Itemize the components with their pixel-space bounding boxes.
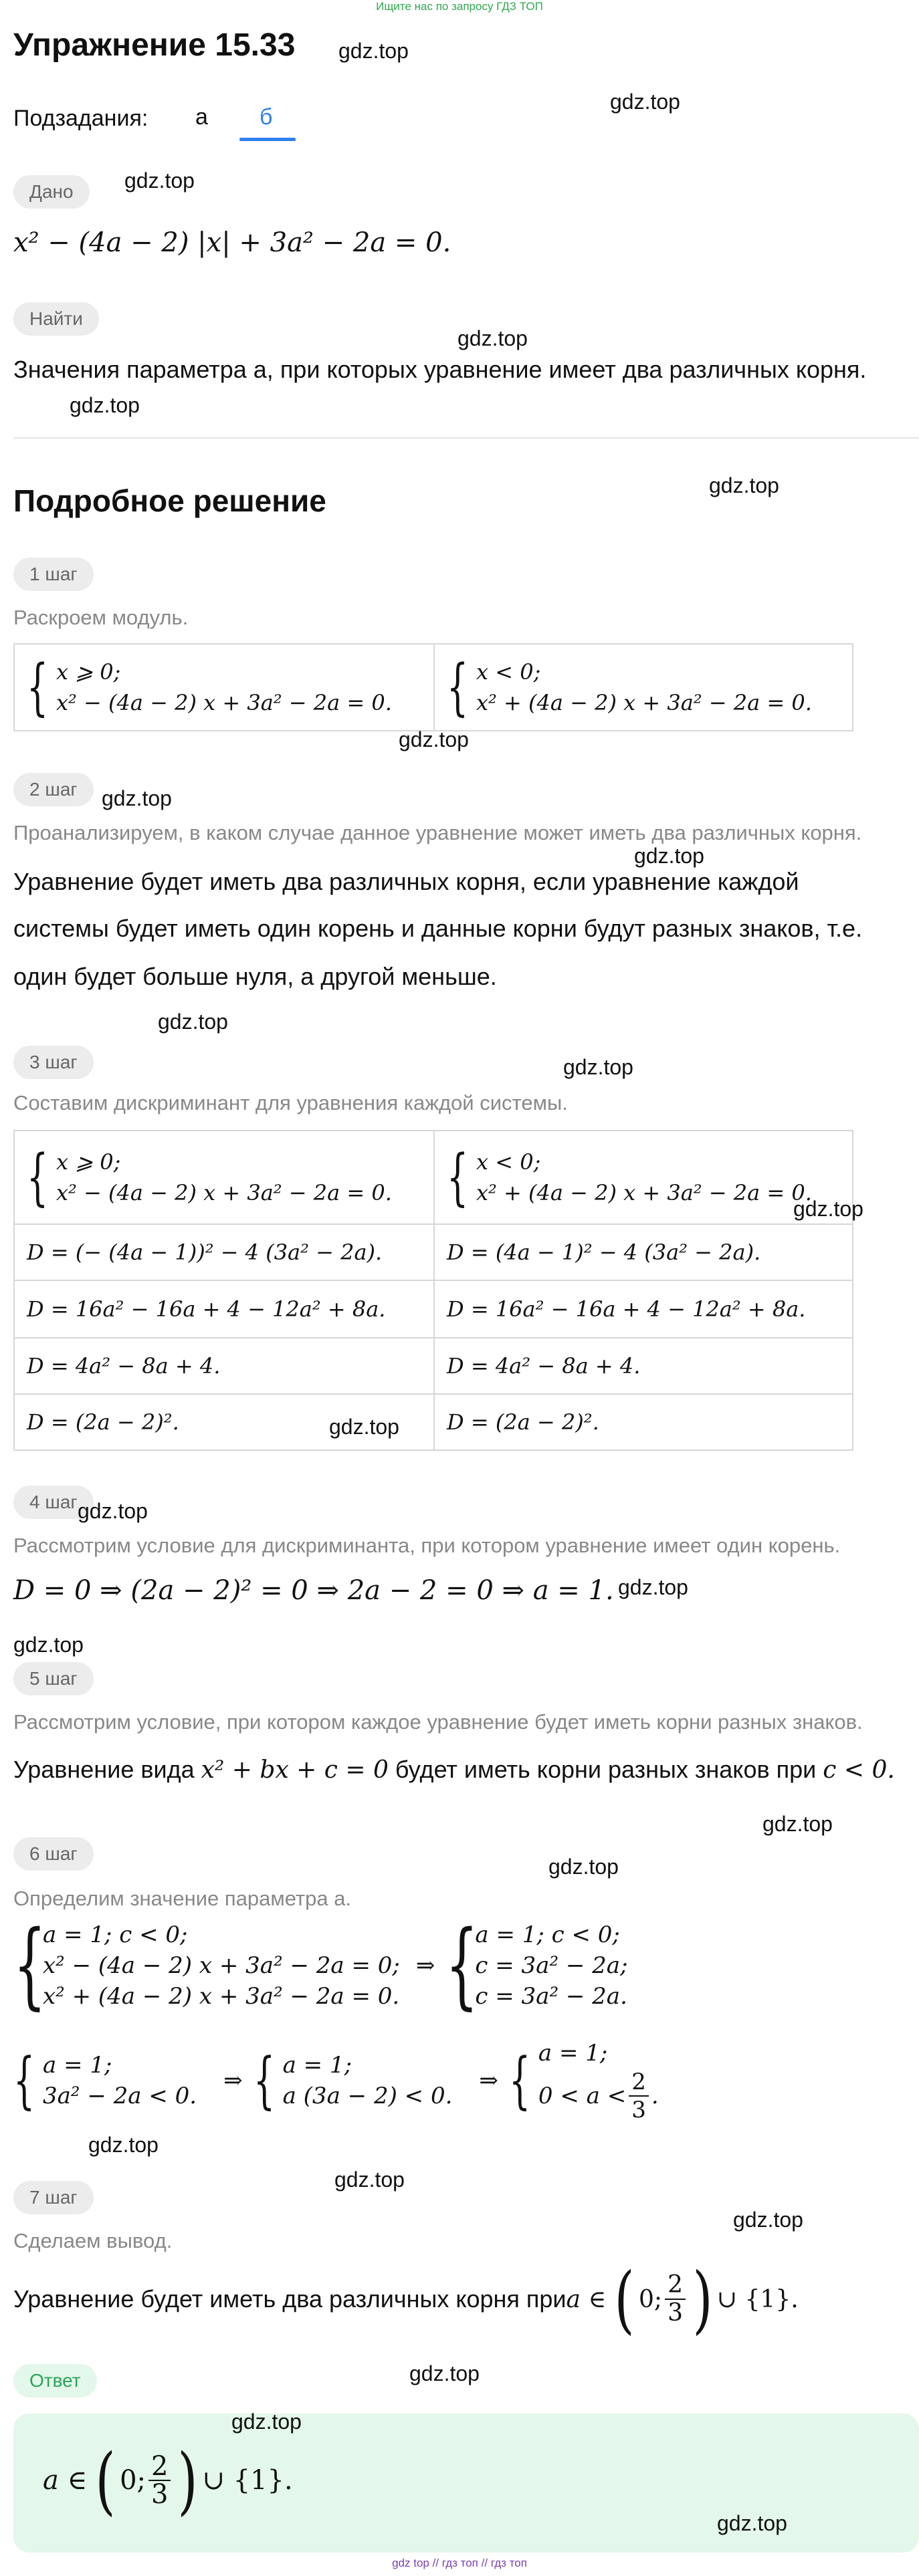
step7-caption: Сделаем вывод. (13, 2229, 173, 2252)
s6-d2: a (3a − 2) < 0. (282, 2083, 453, 2109)
s6-b1: a = 1; c < 0; (475, 1921, 620, 1948)
step5-badge: 5 шаг (13, 1662, 94, 1695)
d2-right: D = 16a² − 16a + 4 − 12a² + 8a. (434, 1280, 853, 1338)
s6-b2: c = 3a² − 2a; (475, 1952, 628, 1979)
answer-post: ∪ {1}. (202, 2465, 293, 2496)
s6-e2-pre: 0 < a < (538, 2083, 627, 2109)
watermark: gdz.top (88, 2133, 159, 2157)
fraction-numerator: 2 (629, 2069, 649, 2097)
watermark: gdz.top (102, 786, 172, 810)
watermark: gdz.top (548, 1855, 619, 1879)
d4-left: D = (2a − 2)². (14, 1394, 434, 1450)
paren-close: ) (177, 2438, 198, 2523)
s6-arrow2: ⇒ (223, 2067, 243, 2094)
s6-a1: a = 1; c < 0; (43, 1921, 188, 1948)
s6-c2: 3a² − 2a < 0. (43, 2083, 197, 2109)
divider (13, 437, 919, 439)
d-sys-right-line2: x² + (4a − 2) x + 3a² − 2a = 0. (476, 1180, 812, 1205)
fraction-numerator: 2 (148, 2453, 171, 2481)
watermark: gdz.top (563, 1055, 633, 1079)
step2-line1: Уравнение будет иметь два различных корня, если уравнение каждой (13, 868, 799, 895)
paren-close: ) (692, 2256, 713, 2342)
given-badge: Дано (13, 175, 90, 209)
watermark: gdz.top (762, 1812, 833, 1836)
d4-right: D = (2a − 2)². (434, 1394, 853, 1450)
d2-left: D = 16a² − 16a + 4 − 12a² + 8a. (14, 1280, 434, 1338)
sys-left-line1: x ⩾ 0; (56, 659, 121, 685)
watermark: gdz.top (409, 2361, 480, 2385)
step6-row2: { a = 1; 3a² − 2a < 0. ⇒ { a = 1; a (3a − 2) < 0. ⇒ { a = 1; 0 < a < $\frac{2}{3}$ . (13, 2038, 659, 2123)
watermark: gdz.top (399, 727, 469, 751)
step1-badge: 1 шаг (13, 558, 94, 591)
sys-left-line2: x² − (4a − 2) x + 3a² − 2a = 0. (56, 690, 392, 715)
answer-formula (43, 2440, 293, 2521)
watermark: gdz.top (634, 844, 704, 868)
watermark: gdz.top (78, 1499, 148, 1523)
given-equation: x² − (4a − 2) |x| + 3a² − 2a = 0. (13, 227, 451, 258)
answer-zero: 0; (120, 2465, 146, 2496)
watermark: gdz.top (733, 2208, 803, 2232)
s6-a2: x² − (4a − 2) x + 3a² − 2a = 0; (43, 1952, 400, 1979)
s6-d1: a = 1; (282, 2052, 352, 2079)
tab-a[interactable]: а (195, 104, 208, 130)
step5-caption: Рассмотрим условие, при котором каждое уравнение будет иметь корни разных знаков. (13, 1710, 863, 1734)
step4-formula: D = 0 ⇒ (2a − 2)² = 0 ⇒ 2a − 2 = 0 ⇒ a = 1. (13, 1575, 614, 1606)
watermark: gdz.top (457, 326, 528, 350)
solution-title: Подробное решение (13, 483, 326, 518)
d1-right: D = (4a − 1)² − 4 (3a² − 2a). (434, 1224, 853, 1280)
watermark: gdz.top (338, 39, 409, 63)
paren-open: ( (614, 2256, 635, 2342)
step3-table: { x ⩾ 0; x² − (4a − 2) x + 3a² − 2a = 0. { x < 0; x² + (4a − 2) x + 3a² − 2a = 0. D = (− (4a − 1))² − 4 (3a² − 2a). D = (4a − 1)² − 4 (3a² − 2a). D = 16a² − 16a + 4 − 12a² + 8a. D = 16a² − 16a + 4 − 12a² + 8a. D = 4a² − 8a + 4. D = 4a² − 8a + 4. D = (2a − 2)². D = (2a − 2)². (13, 1130, 853, 1451)
fraction (148, 2453, 171, 2508)
step3-badge: 3 шаг (13, 1046, 94, 1079)
s6-e1: a = 1; (538, 2040, 608, 2067)
page-title: Упражнение 15.33 (13, 27, 296, 63)
watermark: gdz.top (231, 2410, 302, 2434)
step7-badge: 7 шаг (13, 2181, 94, 2214)
s6-arrow3: ⇒ (479, 2067, 498, 2094)
step5-text (13, 1756, 895, 1784)
watermark: gdz.top (329, 1415, 399, 1439)
d-sys-left-line2: x² − (4a − 2) x + 3a² − 2a = 0. (56, 1180, 392, 1205)
fraction-denominator: 3 (151, 2479, 169, 2510)
step6-badge: 6 шаг (13, 1837, 94, 1871)
step5-text-mid: будет иметь корни разных знаков при (388, 1756, 823, 1783)
s6-a3: x² + (4a − 2) x + 3a² − 2a = 0. (43, 1983, 400, 2010)
watermark: gdz.top (618, 1575, 688, 1599)
watermark: gdz.top (610, 90, 680, 114)
d3-left: D = 4a² − 8a + 4. (14, 1338, 434, 1394)
step1-caption: Раскроем модуль. (13, 606, 189, 629)
active-tab-indicator (239, 138, 296, 141)
sys-right-line1: x < 0; (476, 659, 541, 685)
step7-text: Уравнение будет иметь два различных корня при (13, 2285, 567, 2313)
top-banner[interactable]: Ищите нас по запросу ГДЗ ТОП (376, 0, 543, 13)
watermark: gdz.top (793, 1197, 863, 1221)
step6-caption: Определим значение параметра a. (13, 1887, 352, 1910)
fraction (665, 2272, 686, 2327)
fraction-denominator: 3 (668, 2299, 683, 2327)
watermark: gdz.top (717, 2511, 787, 2535)
step7-ans-zero: 0; (639, 2285, 663, 2313)
s6-c1: a = 1; (43, 2052, 112, 2079)
step7-ans-pre: a ∈ (566, 2285, 607, 2313)
d3-right: D = 4a² − 8a + 4. (434, 1338, 853, 1394)
watermark: gdz.top (70, 393, 140, 417)
s6-e2: 0 < a < $\frac{2}{3}$ . (538, 2069, 659, 2123)
step2-badge: 2 шаг (13, 773, 94, 806)
d1-left: D = (− (4a − 1))² − 4 (3a² − 2a). (14, 1224, 434, 1280)
find-text: Значения параметра a, при которых уравнение имеет два различных корня. (13, 356, 867, 383)
step1-table: { x ⩾ 0; x² − (4a − 2) x + 3a² − 2a = 0. { x < 0; x² + (4a − 2) x + 3a² − 2a = 0. (13, 643, 853, 731)
tab-b[interactable]: б (260, 104, 273, 130)
watermark: gdz.top (13, 1633, 84, 1657)
step2-caption: Проанализируем, в каком случае данное уравнение может иметь два различных корня. (13, 821, 862, 844)
subtasks-label: Подзадания: (13, 106, 148, 131)
step2-line2: системы будет иметь один корень и данные корни будут разных знаков, т.е. (13, 915, 863, 942)
footer-links[interactable]: gdz top // гдз топ // гдз топ (392, 2557, 527, 2569)
step7-conclusion (13, 2256, 799, 2342)
step2-line3: один будет больше нуля, а другой меньше. (13, 963, 497, 990)
answer-badge: Ответ (13, 2364, 97, 2397)
watermark: gdz.top (334, 2168, 405, 2192)
paren-open: ( (95, 2438, 116, 2523)
watermark: gdz.top (158, 1010, 228, 1034)
step4-caption: Рассмотрим условие для дискриминанта, при котором уравнение имеет один корень. (13, 1534, 841, 1557)
watermark: gdz.top (124, 168, 195, 193)
find-badge: Найти (13, 302, 99, 336)
step6-row1: { a = 1; c < 0; x² − (4a − 2) x + 3a² − 2a = 0; x² + (4a − 2) x + 3a² − 2a = 0. ⇒ { a = 1; c < 0; c = 3a² − 2a; c = 3a² − 2a. (13, 1911, 628, 2020)
step3-caption: Составим дискриминант для уравнения каждой системы. (13, 1091, 568, 1115)
step4-badge: 4 шаг (13, 1486, 94, 1519)
d-sys-right-line1: x < 0; (476, 1149, 541, 1175)
s6-b3: c = 3a² − 2a. (475, 1983, 627, 2010)
fraction (629, 2069, 649, 2123)
watermark: gdz.top (709, 473, 779, 497)
answer-pre: a ∈ (43, 2465, 88, 2496)
d-sys-left-line1: x ⩾ 0; (56, 1149, 121, 1175)
step5-text-pre: Уравнение вида (13, 1756, 201, 1783)
step7-ans-post: ∪ {1}. (716, 2285, 799, 2313)
sys-right-line2: x² + (4a − 2) x + 3a² − 2a = 0. (476, 690, 812, 715)
s6-arrow1: ⇒ (415, 1952, 435, 1979)
step5-formula1: x² + bx + c = 0 (201, 1756, 389, 1784)
fraction-numerator: 2 (665, 2272, 686, 2300)
step5-formula2: c < 0. (823, 1756, 895, 1784)
fraction-denominator: 3 (631, 2097, 646, 2123)
